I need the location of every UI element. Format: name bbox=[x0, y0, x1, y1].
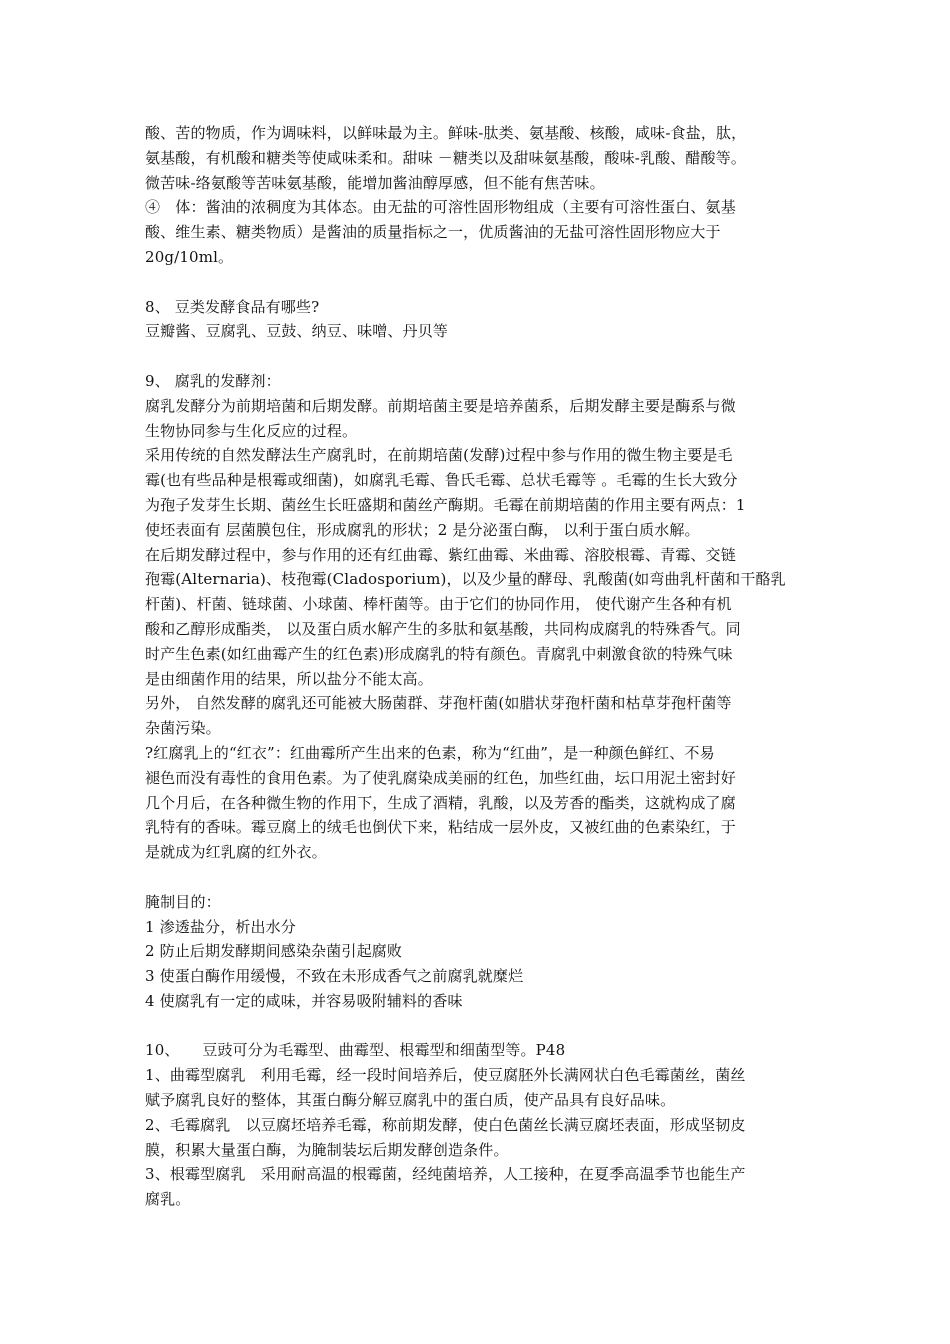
text-line: 另外， 自然发酵的腐乳还可能被大肠菌群、芽孢杆菌(如腊状芽孢杆菌和枯草芽孢杆菌等 bbox=[145, 694, 732, 713]
text-line: 腌制目的： bbox=[145, 892, 221, 911]
text-line: 2、毛霉腐乳 以豆腐坯培养毛霉，称前期发酵，使白色菌丝长满豆腐坯表面，形成坚韧皮 bbox=[145, 1115, 746, 1134]
text-line: 9、 腐乳的发酵剂： bbox=[145, 371, 281, 390]
text-line: 霉(也有些品种是根霉或细菌)，如腐乳毛霉、鲁氏毛霉、总状毛霉等 。毛霉的生长大致分 bbox=[145, 471, 738, 490]
text-line: ④ 体：酱油的浓稠度为其体态。由无盐的可溶性固形物组成（主要有可溶性蛋白、氨基 bbox=[145, 198, 736, 217]
text-line: 是就成为红乳腐的红外衣。 bbox=[145, 843, 327, 862]
text-line: 酸和乙醇形成酯类， 以及蛋白质水解产生的多肽和氨基酸，共同构成腐乳的特殊香气。同 bbox=[145, 619, 741, 638]
text-line: 3、根霉型腐乳 采用耐高温的根霉菌，经纯菌培养，人工接种，在夏季高温季节也能生产 bbox=[145, 1165, 746, 1184]
paragraph bbox=[145, 890, 810, 1014]
blank-line bbox=[145, 270, 810, 295]
text-line: 豆瓣酱、豆腐乳、豆鼓、纳豆、味噌、丹贝等 bbox=[145, 322, 449, 341]
paragraph bbox=[145, 369, 810, 865]
paragraph bbox=[145, 1038, 810, 1212]
text-line: 褪色而没有毒性的食用色素。为了使乳腐染成美丽的红色，加些红曲，坛口用泥土密封好 bbox=[145, 768, 736, 787]
text-line: 1、曲霉型腐乳 利用毛霉，经一段时间培养后，使豆腐胚外长满网状白色毛霉菌丝，菌丝 bbox=[145, 1066, 746, 1085]
text-line: 是由细菌作用的结果，所以盐分不能太高。 bbox=[145, 669, 433, 688]
text-line: 杆菌)、杆菌、链球菌、小球菌、棒杆菌等。由于它们的协同作用， 使代谢产生各种有机 bbox=[145, 595, 732, 614]
blank-line bbox=[145, 1014, 810, 1039]
text-line: 20g/10ml。 bbox=[145, 247, 234, 266]
text-line: 几个月后，在各种微生物的作用下，生成了酒精，乳酸，以及芳香的酯类，这就构成了腐 bbox=[145, 793, 736, 812]
text-line: 1 渗透盐分，析出水分 bbox=[145, 917, 296, 936]
text-line: 酸、苦的物质，作为调味料，以鲜味最为主。鲜味-肽类、氨基酸、核酸，咸味-食盐，肽， bbox=[145, 124, 747, 142]
text-line: 2 防止后期发酵期间感染杂菌引起腐败 bbox=[145, 942, 403, 961]
text-line: 腐乳。 bbox=[145, 1190, 191, 1209]
text-line: 酸、维生素、糖类物质）是酱油的质量指标之一，优质酱油的无盐可溶性固形物应大于 bbox=[145, 223, 721, 242]
text-line: 4 使腐乳有一定的咸味，并容易吸附辅料的香味 bbox=[145, 991, 463, 1010]
text-line: 孢霉(Alternaria)、枝孢霉(Cladosporium)，以及少量的酵母、乳酸菌(如弯曲乳杆菌和干酪乳 bbox=[145, 570, 786, 589]
text-line: 生物协同参与生化反应的过程。 bbox=[145, 421, 358, 440]
text-line: 采用传统的自然发酵法生产腐乳时，在前期培菌(发酵)过程中参与作用的微生物主要是毛 bbox=[145, 446, 733, 465]
text-line: 膜，积累大量蛋白酶，为腌制装坛后期发酵创造条件。 bbox=[145, 1140, 509, 1159]
text-line: 杂菌污染。 bbox=[145, 719, 221, 738]
text-line: 3 使蛋白酶作用缓慢，不致在未形成香气之前腐乳就糜烂 bbox=[145, 967, 524, 986]
text-line: 赋予腐乳良好的整体，其蛋白酶分解豆腐乳中的蛋白质，使产品具有良好品味。 bbox=[145, 1091, 676, 1110]
blank-line bbox=[145, 865, 810, 890]
text-line: 时产生色素(如红曲霉产生的红色素)形成腐乳的特有颜色。青腐乳中刺激食欲的特殊气味 bbox=[145, 644, 733, 663]
blank-line bbox=[145, 344, 810, 369]
document-page bbox=[145, 121, 810, 1212]
text-line: 腐乳发酵分为前期培菌和后期发酵。前期培菌主要是培养菌系，后期发酵主要是酶系与微 bbox=[145, 396, 736, 415]
paragraph bbox=[145, 295, 810, 345]
text-line: 微苦味-络氨酸等苦味氨基酸，能增加酱油醇厚感，但不能有焦苦味。 bbox=[145, 173, 605, 192]
text-line: 使坯表面有 层菌膜包住，形成腐乳的形状；2 是分泌蛋白酶， 以利于蛋白质水解。 bbox=[145, 520, 700, 539]
text-line: 8、 豆类发酵食品有哪些? bbox=[145, 297, 320, 316]
text-line: 在后期发酵过程中，参与作用的还有红曲霉、紫红曲霉、米曲霉、溶胶根霉、青霉、交链 bbox=[145, 545, 736, 564]
text-line: 为孢子发芽生长期、菌丝生长旺盛期和菌丝产酶期。毛霉在前期培菌的作用主要有两点：1 bbox=[145, 495, 746, 514]
text-line: 乳特有的香味。霉豆腐上的绒毛也倒伏下来，粘结成一层外皮，又被红曲的色素染红，于 bbox=[145, 818, 736, 837]
text-line: ?红腐乳上的“红衣”：红曲霉所产生出来的色素，称为“红曲”，是一种颜色鲜红、不易 bbox=[145, 743, 715, 762]
paragraph bbox=[145, 121, 810, 270]
text-line: 10、 豆豉可分为毛霉型、曲霉型、根霉型和细菌型等。P48 bbox=[145, 1041, 566, 1060]
text-line: 氨基酸，有机酸和糖类等使咸味柔和。甜味 －糖类以及甜味氨基酸，酸味-乳酸、醋酸等。 bbox=[145, 148, 746, 167]
